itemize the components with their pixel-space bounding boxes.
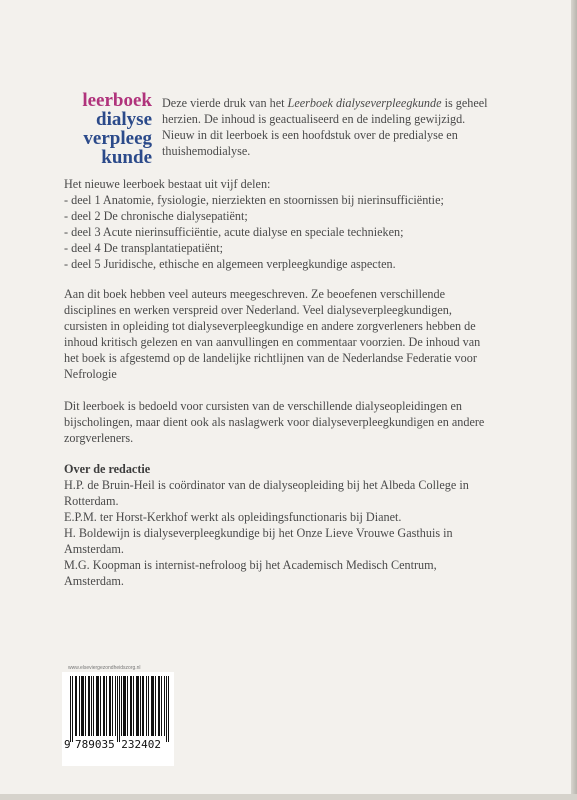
intro-paragraph [162,95,492,159]
authors-paragraph [64,286,494,382]
isbn-lead-digit: 9 [64,738,71,751]
isbn-digits: 789035 232402 [74,738,162,751]
barcode-bars [70,676,170,742]
title-line-1: leerboek [82,90,152,111]
title-line-2: dialyse [96,109,152,130]
audience-paragraph [64,398,494,446]
publisher-url: www.elseviergezondheidszorg.nl [68,665,141,671]
book-title [64,91,152,167]
list-item: - deel 2 De chronische dialysepatiënt; [64,209,248,223]
parts-section [64,176,494,272]
editors-section [64,461,494,589]
isbn-number [62,738,174,751]
authors-text: Aan dit boek hebben veel auteurs meegeschreven. Ze beoefenen verschillende disciplines en werken verspreid over Nederland. Veel dialyseverpleegkundigen, cursisten in opleiding tot dialyseverpleegkundige en andere zorgverleners hebben de inhoud kritisch gelezen en van aanvullingen en commentaar voorzien. De inhoud van het boek is afgestemd op de landelijke richtlijnen van de Nederlandse Federatie voor Nefrologie [64,287,481,381]
parts-list [64,192,494,272]
title-line-3: verpleeg [83,128,152,149]
editor-entry: H. Boldewijn is dialyseverpleegkundige bij het Onze Lieve Vrouwe Gasthuis in Amsterdam. [64,526,453,556]
parts-lead: Het nieuwe leerboek bestaat uit vijf delen: [64,177,271,191]
list-item: - deel 5 Juridische, ethische en algemeen verpleegkundige aspecten. [64,257,396,271]
intro-after: is geheel herzien. De inhoud is geactualiseerd en de indeling gewijzigd. Nieuw in dit leerboek is een hoofdstuk over de predialyse en thuishemodialyse. [162,96,488,158]
list-item: - deel 1 Anatomie, fysiologie, nierziekten en stoornissen bij nierinsufficiëntie; [64,193,444,207]
list-item: - deel 3 Acute nierinsufficiëntie, acute dialyse en speciale technieken; [64,225,404,239]
title-line-4: kunde [101,147,152,168]
page-edge-bottom [0,794,577,800]
intro-book-title: Leerboek dialyseverpleegkunde [287,96,442,110]
editors-heading: Over de redactie [64,462,151,476]
page-edge-right [571,0,577,800]
editor-entry: H.P. de Bruin-Heil is coördinator van de dialyseopleiding bij het Albeda College in Rotterdam. [64,478,469,508]
isbn-barcode [62,672,174,766]
list-item: - deel 4 De transplantatiepatiënt; [64,241,224,255]
intro-before: Deze vierde druk van het [162,96,288,110]
audience-text: Dit leerboek is bedoeld voor cursisten van de verschillende dialyseopleidingen en bijscholingen, maar dient ook als naslagwerk voor dialyseverpleegkundigen en andere zorgverleners. [64,399,485,445]
editor-entry: M.G. Koopman is internist-nefroloog bij het Academisch Medisch Centrum, Amsterdam. [64,558,437,588]
editor-entry: E.P.M. ter Horst-Kerkhof werkt als opleidingsfunctionaris bij Dianet. [64,510,402,524]
